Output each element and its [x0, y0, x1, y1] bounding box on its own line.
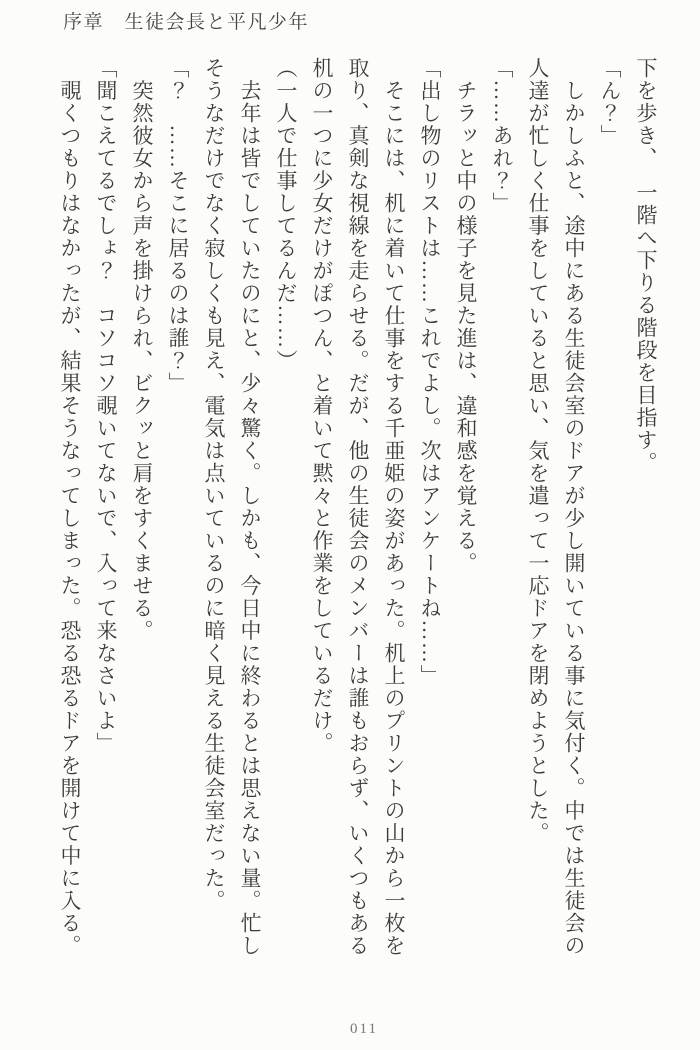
text-line: 取り、真剣な視線を走らせる。だが、他の生徒会のメンバーは誰もおらず、いくつもある	[346, 57, 370, 957]
text-line: チラッと中の様子を見た進は、違和感を覚える。	[454, 57, 478, 575]
text-line: 人達が忙しく仕事をしていると思い、気を遣って一応ドアを閉めようとした。	[526, 57, 550, 845]
text-line: 「聞こえてるでしょ？ コソコソ覗いてないで、入って来なさいよ」	[94, 57, 118, 755]
text-line: 去年は皆でしていたのにと、少々驚く。しかも、今日中に終わるとは思えない量。忙し	[238, 57, 262, 957]
text-line: しかしふと、途中にある生徒会室のドアが少し開いている事に気付く。中では生徒会の	[562, 57, 586, 957]
text-line: 「？ ……そこに居るのは誰？」	[166, 57, 190, 395]
text-line: 突然彼女から声を掛けられ、ビクッと肩をすくませる。	[130, 57, 154, 642]
page-number: 011	[350, 1021, 378, 1037]
text-line: そこには、机に着いて仕事をする千亜姫の姿があった。机上のプリントの山から一枚を	[382, 57, 406, 957]
text-line: 下を歩き、 一階へ下りる階段を目指す。	[634, 57, 658, 474]
body-text	[52, 57, 664, 972]
text-line: 覗くつもりはなかったが、結果そうなってしまった。恐る恐るドアを開けて中に入る。	[58, 57, 82, 957]
text-line: そうなだけでなく寂しくも見え、電気は点いているのに暗く見える生徒会室だった。	[202, 57, 226, 912]
text-line: 「ん？」	[598, 57, 622, 147]
text-line: 机の一つに少女だけがぽつん、と着いて黙々と作業をしているだけ。	[310, 57, 334, 755]
text-line: 「出し物のリストは……これでよし。次はアンケートね……」	[418, 57, 442, 687]
text-line: （一人で仕事してるんだ……）	[274, 57, 298, 372]
chapter-heading: 序章 生徒会長と平凡少年	[63, 12, 310, 33]
text-line: 「……あれ？」	[490, 57, 514, 215]
